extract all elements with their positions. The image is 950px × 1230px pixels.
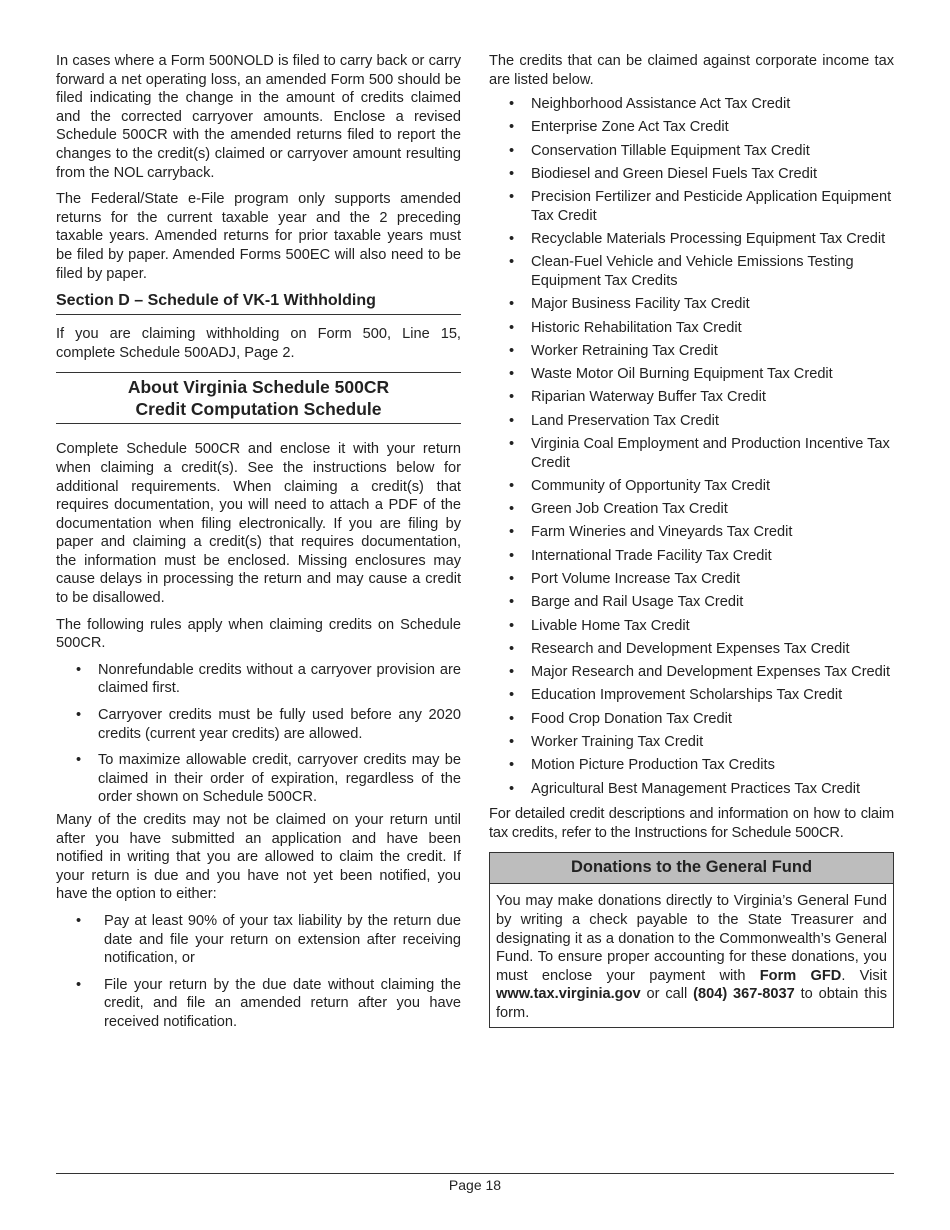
schedule-instructions-paragraph: Complete Schedule 500CR and enclose it with your return when claiming a credit(s). See the instructions below for additional requirements. When claiming a credit(s) that requires documentation, you will need to attach a PDF of the documentation when filing electronically. If you are filing by paper and claiming a credit(s) that requires documentation, the information must be enclosed. Missing enclosures may cause delays in processing the return and may cause a credit to be disallowed. (56, 441, 461, 607)
bullet-icon: • (509, 687, 515, 704)
credit-item: • Recyclable Materials Processing Equipment Tax Credit (509, 231, 886, 248)
bullet-icon: • (509, 501, 515, 518)
bullet-icon: • (509, 524, 515, 541)
section-d-heading: Section D – Schedule of VK-1 Withholding (56, 291, 461, 315)
bullet-icon: • (509, 119, 515, 136)
credit-item: • Major Research and Development Expenses Tax Credit (509, 664, 891, 681)
credit-item: • Clean-Fuel Vehicle and Vehicle Emissions Testing Equipment Tax Credits (509, 254, 854, 290)
credit-item: • Worker Retraining Tax Credit (509, 342, 718, 359)
donations-title: Donations to the General Fund (490, 853, 893, 884)
rules-list (56, 661, 461, 807)
bullet-icon: • (509, 780, 515, 797)
page-number: Page 18 (448, 1177, 502, 1193)
bullet-icon: • (509, 166, 515, 183)
bullet-icon: • (509, 96, 515, 113)
bullet-icon: • (509, 342, 515, 359)
credit-item: • Land Preservation Tax Credit (509, 412, 719, 429)
credit-item: • Food Crop Donation Tax Credit (509, 710, 732, 727)
credit-item: • Farm Wineries and Vineyards Tax Credit (509, 524, 793, 541)
credit-item: • Agricultural Best Management Practices Tax Credit (509, 780, 861, 797)
bullet-icon: • (509, 366, 515, 383)
about-schedule-heading (56, 372, 461, 424)
efile-paragraph: The Federal/State e-File program only supports amended returns for the current taxable year and the 2 preceding taxable years. Amended returns for prior taxable years must be filed by paper. Amended Forms 500EC will also need to be filed by paper. (56, 191, 461, 282)
bullet-icon: • (76, 707, 82, 724)
section-d-text: If you are claiming withholding on Form 500, Line 15, complete Schedule 500ADJ, Page 2. (56, 326, 461, 361)
credit-item: • Education Improvement Scholarships Tax Credit (509, 687, 843, 704)
bullet-icon: • (509, 757, 515, 774)
bullet-icon: • (509, 617, 515, 634)
form-gfd: Form GFD (759, 967, 842, 984)
credit-item: • Worker Training Tax Credit (509, 734, 704, 750)
about-heading-line1: About Virginia Schedule 500CR (127, 377, 390, 398)
credit-item: • Biodiesel and Green Diesel Fuels Tax Credit (509, 166, 818, 183)
about-heading-line2: Credit Computation Schedule (135, 399, 382, 420)
left-column (56, 52, 461, 1040)
credit-item: • Neighborhood Assistance Act Tax Credit (509, 96, 791, 113)
options-list (56, 912, 461, 1032)
credit-item: • Livable Home Tax Credit (509, 617, 690, 634)
credit-item: • Research and Development Expenses Tax Credit (509, 640, 850, 657)
notification-paragraph: Many of the credits may not be claimed on your return until after you have submitted an application and have been notified in writing that you are allowed to claim the credit. If your return is due and you have not yet been notified, you have the option to either: (56, 812, 461, 903)
nol-paragraph: In cases where a Form 500NOLD is filed to carry back or carry forward a net operating loss, an amended Form 500 should be filed indicating the change in the amount of credits claimed and the corrected carryover amounts. Enclose a revised Schedule 500CR with the amended returns filed to report the changes to the credit(s) claimed or carryover amount resulting from the NOL carryback. (56, 53, 461, 181)
credit-item: • Major Business Facility Tax Credit (509, 296, 750, 313)
bullet-icon: • (76, 976, 82, 993)
bullet-icon: • (509, 231, 515, 248)
bullet-icon: • (509, 412, 515, 429)
bullet-icon: • (509, 594, 515, 611)
credits-outro: For detailed credit descriptions and information on how to claim tax credits, refer to the Instructions for Schedule 500CR. (489, 806, 894, 841)
bullet-icon: • (509, 734, 515, 750)
credit-item: • Virginia Coal Employment and Production Incentive Tax Credit (509, 436, 890, 471)
right-column (489, 52, 894, 1028)
phone-number: (804) 367-8037 (693, 986, 795, 1003)
donations-text: You may make donations directly to Virginia’s General Fund by writing a check payable to the State Treasurer and designating it as a donation to the Commonwealth’s General Fund. To ensure proper accounting for these donations, you must enclose your payment with Form GFD. Visit www.tax.virginia.gov or call (804) 367-8037 to obtain this form. (496, 893, 887, 1021)
credits-list (489, 95, 894, 798)
credits-intro: The credits that can be claimed against corporate income tax are listed below. (489, 53, 894, 88)
bullet-icon: • (76, 912, 82, 929)
website-link[interactable]: www.tax.virginia.gov (496, 986, 641, 1003)
bullet-icon: • (509, 571, 515, 588)
bullet-icon: • (76, 661, 82, 678)
rules-intro-paragraph: The following rules apply when claiming credits on Schedule 500CR. (56, 616, 461, 652)
bullet-icon: • (509, 640, 515, 657)
credit-item: • Conservation Tillable Equipment Tax Credit (509, 142, 810, 159)
list-item: • To maximize allowable credit, carryover credits may be claimed in their order of expiration, regardless of the order shown on Schedule 500CR. (76, 752, 461, 806)
list-item: • Nonrefundable credits without a carryover provision are claimed first. (76, 661, 461, 697)
credit-item: • Enterprise Zone Act Tax Credit (509, 119, 729, 136)
credit-item: • Community of Opportunity Tax Credit (509, 477, 771, 494)
bullet-icon: • (509, 664, 515, 681)
bullet-icon: • (76, 752, 82, 769)
donations-box (489, 852, 894, 1027)
bullet-icon: • (509, 547, 515, 564)
bullet-icon: • (509, 319, 515, 336)
bullet-icon: • (509, 189, 515, 206)
bullet-icon: • (509, 296, 515, 313)
credit-item: • Precision Fertilizer and Pesticide Application Equipment Tax Credit (509, 189, 892, 224)
credit-item: • Motion Picture Production Tax Credits (509, 757, 775, 774)
credit-item: • Waste Motor Oil Burning Equipment Tax Credit (509, 366, 833, 383)
bullet-icon: • (509, 142, 515, 159)
bullet-icon: • (509, 389, 515, 406)
bullet-icon: • (509, 477, 515, 494)
credit-item: • Barge and Rail Usage Tax Credit (509, 594, 744, 611)
bullet-icon: • (509, 254, 515, 271)
credit-item: • Historic Rehabilitation Tax Credit (509, 319, 742, 336)
bullet-icon: • (509, 710, 515, 727)
donations-body (490, 884, 893, 1026)
credit-item: • Riparian Waterway Buffer Tax Credit (509, 389, 766, 406)
credit-item: • Port Volume Increase Tax Credit (509, 571, 741, 588)
list-item: • Pay at least 90% of your tax liability by the return due date and file your return on extension after receiving notification, or (76, 912, 461, 967)
credit-item: • International Trade Facility Tax Credit (509, 547, 772, 564)
footer-divider (56, 1173, 894, 1174)
credit-item: • Green Job Creation Tax Credit (509, 501, 728, 518)
list-item: • Carryover credits must be fully used before any 2020 credits (current year credits) are allowed. (76, 707, 461, 742)
bullet-icon: • (509, 436, 515, 453)
list-item: • File your return by the due date without claiming the credit, and file an amended return after you have received notification. (76, 976, 461, 1030)
